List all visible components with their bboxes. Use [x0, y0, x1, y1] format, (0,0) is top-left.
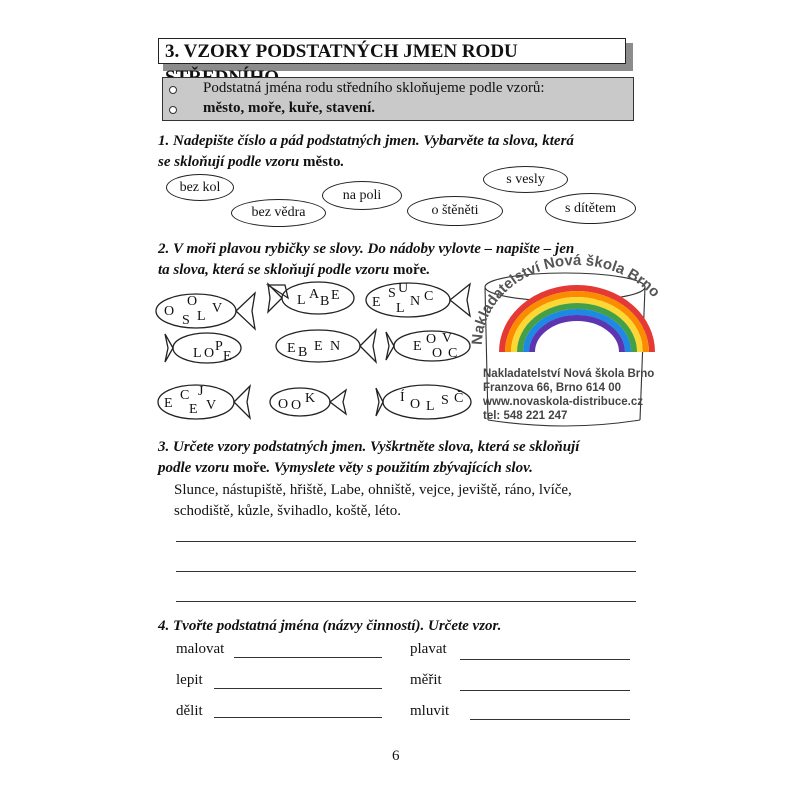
- fish-letter: N: [330, 339, 341, 354]
- answer-line: [234, 657, 382, 658]
- fish-letter: Í: [400, 390, 405, 405]
- intro-line-1: Podstatná jména rodu středního skloňujeme podle vzorů:: [203, 80, 545, 96]
- task1-line2: se skloňují podle vzoru město.: [158, 154, 345, 170]
- task4-word-right: mluvit: [410, 703, 450, 719]
- answer-line: [470, 719, 630, 720]
- answer-line: [460, 659, 630, 660]
- oval-word: o štěněti: [407, 196, 503, 226]
- stamp-arc-text: Nakladatelství Nová škola Brno: [468, 251, 664, 346]
- stamp-line-4: tel: 548 221 247: [483, 410, 568, 422]
- answer-line: [176, 601, 636, 602]
- task1-line1: 1. Nadepište číslo a pád podstatných jmen. Vybarvěte ta slova, která: [158, 133, 574, 149]
- answer-line: [176, 571, 636, 572]
- stamp-line-2: Franzova 66, Brno 614 00: [483, 382, 622, 394]
- fish-letter: S: [182, 313, 190, 328]
- fish-letter: L: [197, 309, 206, 324]
- fish-letter: E: [413, 339, 422, 354]
- fish-letter: E: [223, 349, 232, 364]
- fish-letter: C: [448, 346, 458, 361]
- task3-words: [174, 480, 674, 522]
- answer-line: [176, 541, 636, 542]
- rainbow-logo: [502, 288, 652, 352]
- fish-letter: O: [291, 398, 302, 413]
- task3-words-line1: Slunce, nástupiště, hřiště, Labe, ohniště, vejce, jeviště, ráno, lvíče,: [174, 482, 572, 498]
- oval-word: s dítětem: [545, 193, 636, 224]
- answer-line: [214, 717, 382, 718]
- fish-letter: C: [180, 388, 190, 403]
- fish-letter: V: [212, 301, 223, 316]
- fish-letter: O: [432, 346, 443, 361]
- page-title: 3. VZORY PODSTATNÝCH JMEN RODU: [158, 38, 626, 64]
- fish-letter: E: [164, 396, 173, 411]
- task3-line1: 3. Určete vzory podstatných jmen. Vyškrtněte slova, která se skloňují: [158, 439, 580, 455]
- fish-letter: O: [278, 397, 289, 412]
- fish-letter: S: [441, 393, 449, 408]
- task3-heading: [158, 437, 678, 479]
- fish-letter: E: [189, 402, 198, 417]
- task2-line2: ta slova, která se skloňují podle vzoru moře.: [158, 262, 431, 278]
- fish-letters: [164, 281, 463, 417]
- fish-letter: J: [198, 384, 204, 399]
- task4-word-left: dělit: [176, 703, 203, 719]
- fish-letter: E: [331, 288, 340, 303]
- fish-letter: L: [193, 346, 202, 361]
- fish-letter: Č: [454, 391, 464, 406]
- fish-letter: L: [396, 301, 405, 316]
- fish-letter: O: [187, 294, 198, 309]
- task4-word-left: lepit: [176, 672, 203, 688]
- oval-word: na poli: [322, 181, 402, 210]
- task3-words-line2: schodiště, kůzle, švihadlo, koště, léto.: [174, 503, 402, 519]
- answer-line: [460, 690, 630, 691]
- fish-letter: K: [305, 391, 316, 406]
- task3-line2: podle vzoru moře. Vymyslete věty s použitím zbývajících slov.: [158, 460, 533, 476]
- task4-heading: 4. Tvořte podstatná jména (názvy činností). Určete vzor.: [158, 618, 502, 634]
- fish-letter: C: [424, 289, 434, 304]
- fish-letter: U: [398, 281, 409, 296]
- oval-word: s vesly: [483, 166, 568, 193]
- fish-letter: P: [215, 339, 223, 354]
- fish-letter: N: [410, 294, 421, 309]
- fish-letter: O: [204, 346, 215, 361]
- fish-letter: O: [426, 332, 437, 347]
- answer-line: [214, 688, 382, 689]
- oval-word: bez kol: [166, 174, 234, 201]
- oval-word: bez vědra: [231, 199, 326, 227]
- fish-letter: B: [298, 345, 308, 360]
- fish-letter: B: [320, 294, 330, 309]
- fish-letter: E: [314, 339, 323, 354]
- fish-letter: S: [388, 286, 396, 301]
- fish-letter: E: [287, 341, 296, 356]
- fish-letter: V: [442, 331, 453, 346]
- fish-letter: O: [164, 304, 175, 319]
- task4-word-right: měřit: [410, 672, 442, 688]
- stamp-line-1: Nakladatelství Nová škola Brno: [483, 368, 655, 380]
- fish-letter: A: [309, 287, 320, 302]
- fish-letter: V: [206, 398, 217, 413]
- task4-word-left: malovat: [176, 641, 225, 657]
- page-number: 6: [392, 748, 400, 764]
- task2-line1: 2. V moři plavou rybičky se slovy. Do nádoby vylovte – napište – jen: [158, 241, 575, 257]
- stamp-line-3: www.novaskola-distribuce.cz: [483, 396, 643, 408]
- intro-line-2: město, moře, kuře, stavení.: [203, 100, 376, 116]
- fish-letter: O: [410, 397, 421, 412]
- fish-letter: E: [372, 295, 381, 310]
- fish-letter: L: [426, 399, 435, 414]
- task4-word-right: plavat: [410, 641, 447, 657]
- fish-letter: L: [297, 293, 306, 308]
